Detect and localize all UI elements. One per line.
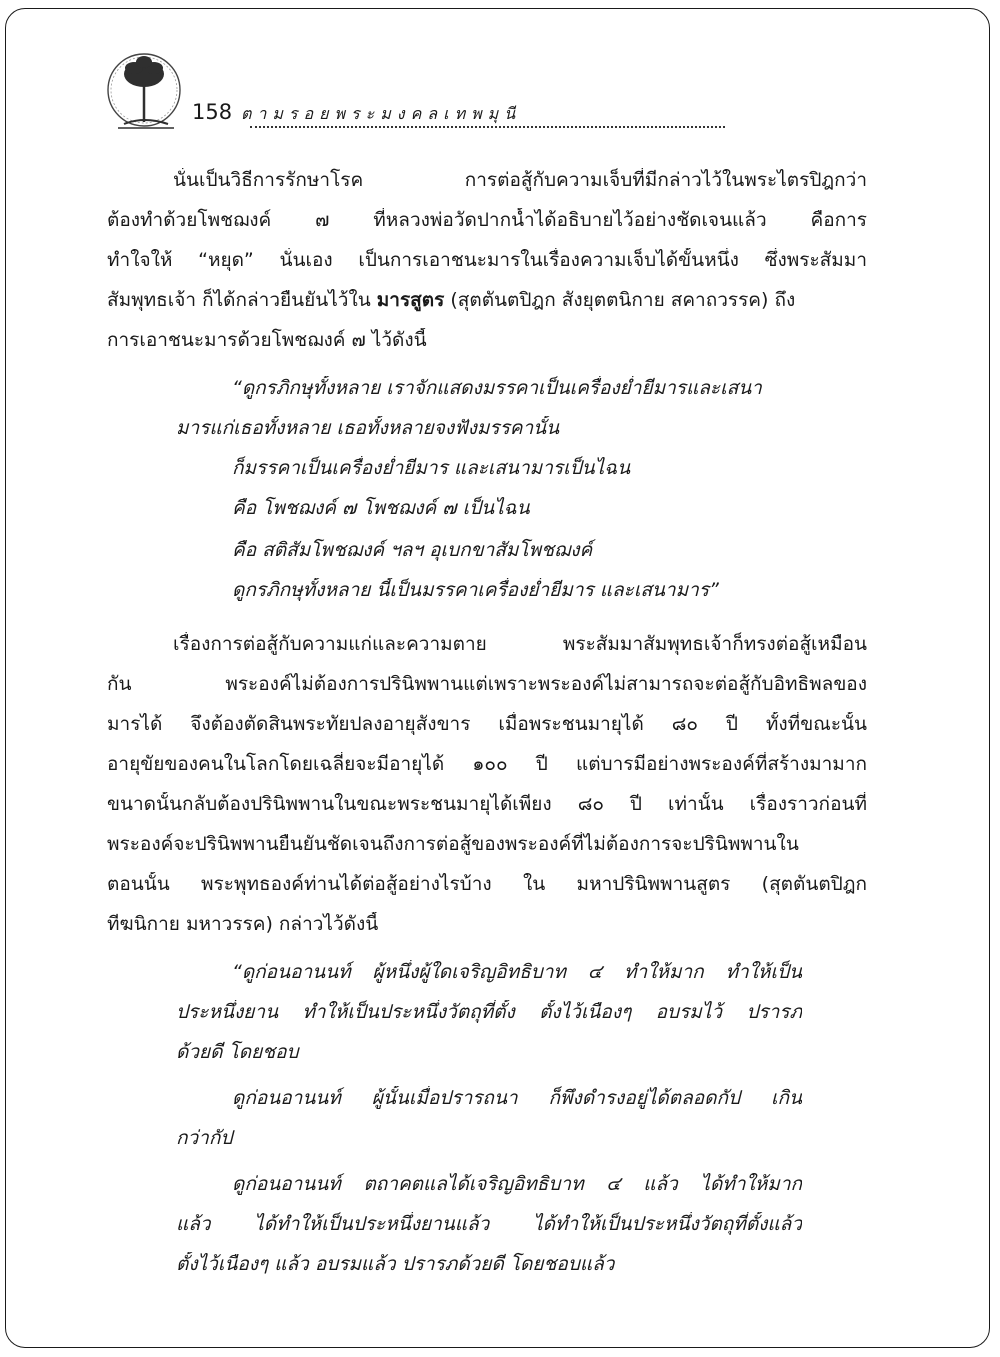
running-title: ตามรอยพระมงคลเทพมุนี	[241, 104, 522, 123]
page-number: 158	[192, 100, 233, 124]
quote-line: คือ สติสัมโพชฌงค์ ฯลฯ อุเบกขาสัมโพชฌงค์	[232, 539, 593, 561]
quote-line: มารแก่เธอทั้งหลาย เธอทั้งหลายจงฟังมรรคานั้น	[176, 417, 560, 439]
body-line: ทีฆนิกาย มหาวรรค) กล่าวไว้ดังนี้	[107, 913, 379, 935]
quote-line: ดูก่อนอานนท์ ผู้นั้นเมื่อปรารถนา ก็พึงดำรงอยู่ได้ตลอดกัป เกิน	[232, 1087, 802, 1109]
dotted-rule	[250, 126, 725, 128]
body-line: กัน พระองค์ไม่ต้องการปรินิพพานแต่เพราะพระองค์ไม่สามารถจะต่อสู้กับอิทธิพลของ	[107, 673, 867, 695]
body-line: การเอาชนะมารด้วยโพชฌงค์ ๗ ไว้ดังนี้	[107, 329, 427, 351]
quote-line: แล้ว ได้ทำให้เป็นประหนึ่งยานแล้ว ได้ทำให้เป็นประหนึ่งวัตถุที่ตั้งแล้ว	[176, 1213, 802, 1235]
body-line: ต้องทำด้วยโพชฌงค์ ๗ ที่หลวงพ่อวัดปากน้ำได้อธิบายไว้อย่างชัดเจนแล้ว คือการ	[107, 209, 867, 231]
body-line: ตอนนั้น พระพุทธองค์ท่านได้ต่อสู้อย่างไรบ้าง ใน มหาปรินิพพานสูตร (สุตตันตปิฎก	[107, 873, 867, 895]
body-line: พระองค์จะปรินิพพานยืนยันชัดเจนถึงการต่อสู้ของพระองค์ที่ไม่ต้องการจะปรินิพพานใน	[107, 833, 799, 855]
quote-line: ดูก่อนอานนท์ ตถาคตแลได้เจริญอิทธิบาท ๔ แล้ว ได้ทำให้มาก	[232, 1173, 802, 1195]
quote-line: ก็มรรคาเป็นเครื่องย่ำยีมาร และเสนามารเป็นไฉน	[232, 457, 631, 479]
tree-logo-icon	[104, 44, 188, 136]
body-line	[107, 288, 867, 312]
body-line: เรื่องการต่อสู้กับความแก่และความตาย พระสัมมาสัมพุทธเจ้าก็ทรงต่อสู้เหมือน	[173, 633, 867, 655]
body-line: ทำใจให้ “หยุด” นั่นเอง เป็นการเอาชนะมารในเรื่องความเจ็บได้ขั้นหนึ่ง ซึ่งพระสัมมา	[107, 249, 867, 271]
sutta-title-bold: มารสูตร	[376, 289, 445, 311]
quote-line: ตั้งไว้เนืองๆ แล้ว อบรมแล้ว ปรารภด้วยดี โดยชอบแล้ว	[176, 1253, 615, 1275]
body-line: อายุขัยของคนในโลกโดยเฉลี่ยจะมีอายุได้ ๑๐๐ ปี แต่บารมีอย่างพระองค์ที่สร้างมามาก	[107, 753, 867, 775]
quote-line: “ดูกรภิกษุทั้งหลาย เราจักแสดงมรรคาเป็นเครื่องย่ำยีมารและเสนา	[232, 377, 762, 399]
body-line: นั่นเป็นวิธีการรักษาโรค การต่อสู้กับความเจ็บที่มีกล่าวไว้ในพระไตรปิฎกว่า	[173, 169, 867, 191]
body-line: ขนาดนั้นกลับต้องปรินิพพานในขณะพระชนมายุได้เพียง ๘๐ ปี เท่านั้น เรื่องราวก่อนที่	[107, 793, 867, 815]
body-text: (สุตตันตปิฎก สังยุตตนิกาย สคาถวรรค) ถึง	[450, 289, 796, 311]
quote-line: คือ โพชฌงค์ ๗ โพชฌงค์ ๗ เป็นไฉน	[232, 497, 530, 519]
quote-line: ดูกรภิกษุทั้งหลาย นี้เป็นมรรคาเครื่องย่ำยีมาร และเสนามาร”	[232, 579, 719, 601]
body-text: สัมพุทธเจ้า ก็ได้กล่าวยืนยันไว้ใน	[107, 289, 371, 311]
quote-line: “ดูก่อนอานนท์ ผู้หนึ่งผู้ใดเจริญอิทธิบาท ๔ ทำให้มาก ทำให้เป็น	[232, 961, 802, 983]
quote-line: ด้วยดี โดยชอบ	[176, 1041, 299, 1063]
body-line: มารได้ จึงต้องตัดสินพระทัยปลงอายุสังขาร เมื่อพระชนมายุได้ ๘๐ ปี ทั้งที่ขณะนั้น	[107, 713, 867, 735]
quote-line: ประหนึ่งยาน ทำให้เป็นประหนึ่งวัตถุที่ตั้ง ตั้งไว้เนืองๆ อบรมไว้ ปรารภ	[176, 1001, 802, 1023]
quote-line: กว่ากัป	[176, 1127, 233, 1149]
